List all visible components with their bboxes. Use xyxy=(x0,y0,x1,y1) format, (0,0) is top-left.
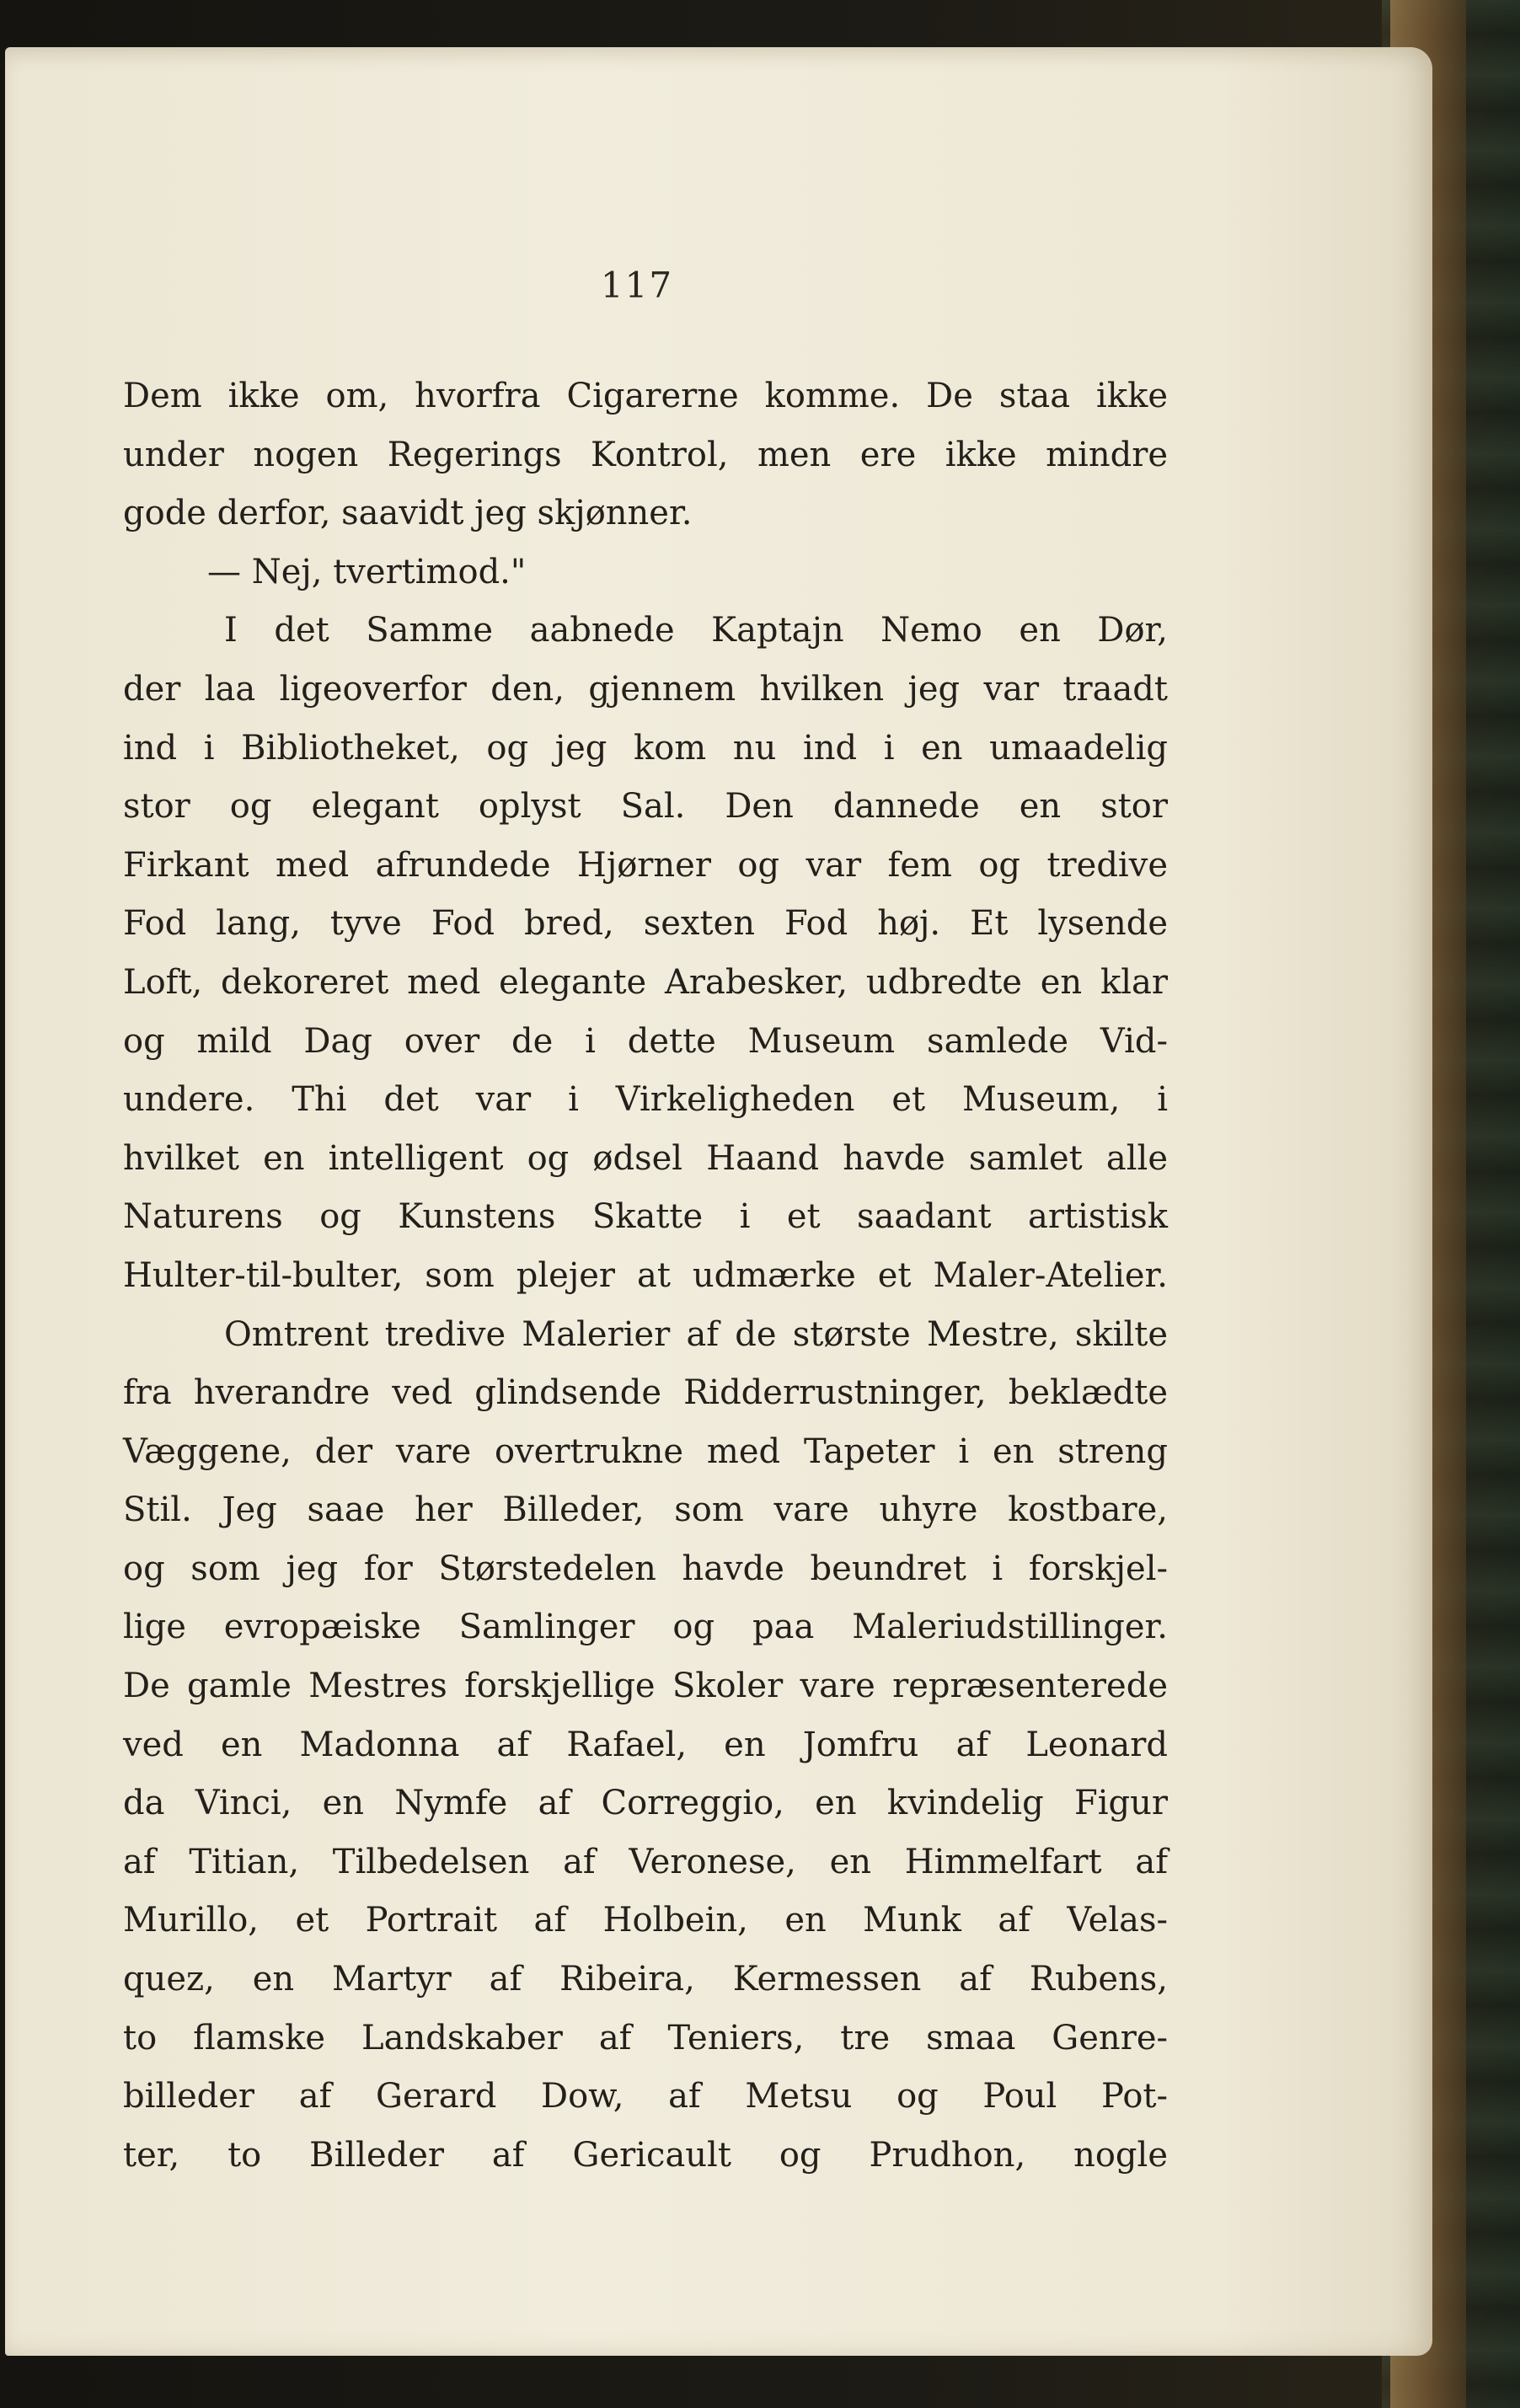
text-line: ind i Bibliotheket, og jeg kom nu ind i en umaadelig xyxy=(123,728,1168,768)
text-line: ter, to Billeder af Gericault og Prudhon, nogle xyxy=(123,2135,1168,2175)
text-line: — Nej, tvertimod." xyxy=(207,552,527,591)
book-page xyxy=(5,47,1432,2356)
text-line: gode derfor, saavidt jeg skjønner. xyxy=(123,494,693,533)
page-number: 117 xyxy=(600,265,674,306)
text-line: quez, en Martyr af Ribeira, Kermessen af Rubens, xyxy=(123,1960,1168,1999)
text-line: Loft, dekoreret med elegante Arabesker, udbredte en klar xyxy=(123,962,1168,1002)
text-block xyxy=(123,367,1168,2185)
text-line: De gamle Mestres forskjellige Skoler vare repræsenterede xyxy=(123,1667,1168,1706)
text-line: I det Samme aabnede Kaptajn Nemo en Dør, xyxy=(224,611,1168,650)
text-line: da Vinci, en Nymfe af Correggio, en kvindelig Figur xyxy=(123,1784,1168,1823)
text-line: Hulter-til-bulter, som plejer at udmærke et Maler-Atelier. xyxy=(123,1255,1168,1295)
text-line: lige evropæiske Samlinger og paa Maleriudstillinger. xyxy=(123,1608,1168,1647)
text-line: og mild Dag over de i dette Museum samlede Vid- xyxy=(123,1021,1168,1061)
text-line: undere. Thi det var i Virkeligheden et Museum, i xyxy=(123,1080,1168,1120)
text-line: Omtrent tredive Malerier af de største Mestre, skilte xyxy=(224,1314,1168,1354)
text-line: ved en Madonna af Rafael, en Jomfru af Leonard xyxy=(123,1725,1168,1764)
text-line: billeder af Gerard Dow, af Metsu og Poul Pot- xyxy=(123,2077,1168,2116)
text-line: Dem ikke om, hvorfra Cigarerne komme. De staa ikke xyxy=(123,377,1168,415)
text-line: Firkant med afrundede Hjørner og var fem og tredive xyxy=(123,845,1168,885)
text-line: to flamske Landskaber af Teniers, tre smaa Genre- xyxy=(123,2018,1168,2058)
text-line: Væggene, der vare overtrukne med Tapeter i en streng xyxy=(123,1431,1168,1471)
text-line: Murillo, et Portrait af Holbein, en Munk af Velas- xyxy=(123,1901,1168,1940)
text-line: og som jeg for Størstedelen havde beundret i forskjel- xyxy=(123,1549,1168,1588)
text-line: der laa ligeoverfor den, gjennem hvilken jeg var traadt xyxy=(123,669,1168,709)
text-line: af Titian, Tilbedelsen af Veronese, en Himmelfart af xyxy=(123,1842,1168,1881)
text-line: Stil. Jeg saae her Billeder, som vare uhyre kostbare, xyxy=(123,1490,1168,1530)
text-line: stor og elegant oplyst Sal. Den dannede en stor xyxy=(123,787,1168,827)
text-line: under nogen Regerings Kontrol, men ere ikke mindre xyxy=(123,435,1168,474)
text-line: Naturens og Kunstens Skatte i et saadant artistisk xyxy=(123,1197,1168,1237)
text-line: fra hverandre ved glindsende Ridderrustninger, beklædte xyxy=(123,1373,1168,1413)
text-line: hvilket en intelligent og ødsel Haand havde samlet alle xyxy=(123,1138,1168,1178)
text-line: Fod lang, tyve Fod bred, sexten Fod høj. Et lysende xyxy=(123,904,1168,944)
